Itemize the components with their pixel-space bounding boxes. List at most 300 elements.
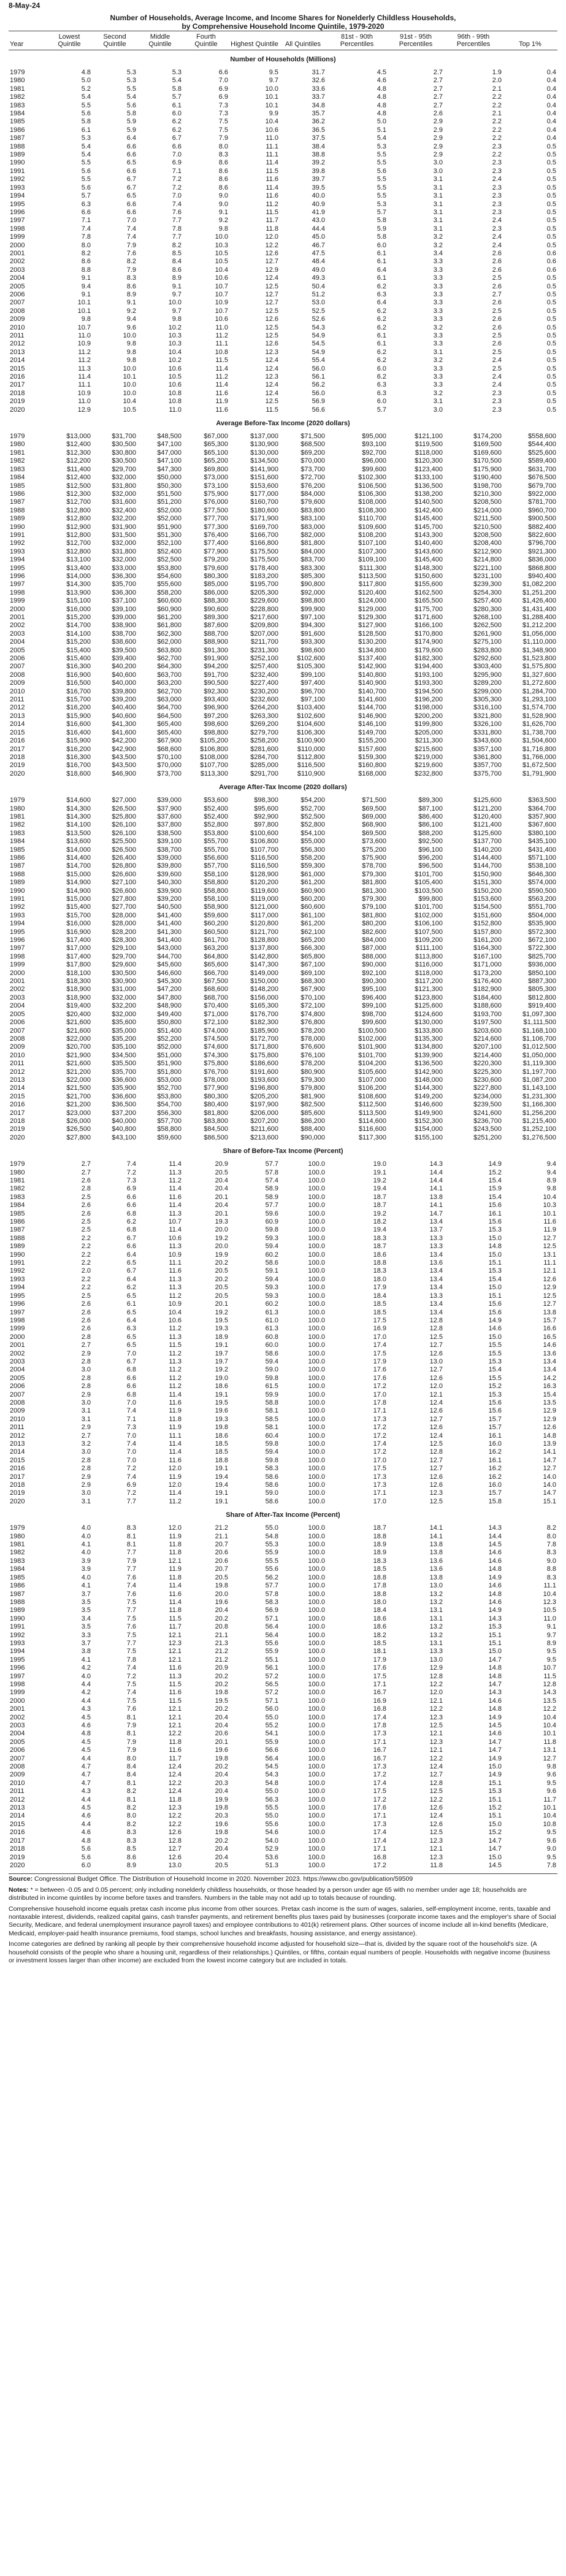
value-cell: 7.9: [126, 1722, 136, 1729]
value-cell: 4.3: [81, 1787, 91, 1795]
value-cell: 14.5: [488, 1722, 502, 1729]
value-cell: 17.4: [373, 1837, 386, 1845]
value-cell: 100.0: [308, 1432, 325, 1440]
value-cell: 2.3: [492, 389, 502, 397]
value-cell: $95,000: [362, 433, 386, 441]
value-cell: $17,800: [66, 961, 91, 969]
value-cell: $936,000: [528, 961, 556, 969]
value-cell: $14,000: [66, 846, 91, 854]
value-cell: $31,000: [112, 985, 136, 993]
value-cell: 3.3: [81, 1631, 91, 1639]
value-cell: 8.6: [218, 175, 228, 183]
value-cell: $239,500: [473, 1101, 502, 1109]
value-cell: $60,200: [204, 920, 228, 928]
value-cell: $145,400: [415, 515, 443, 523]
value-cell: $85,300: [300, 572, 325, 580]
year-cell: 2002: [10, 258, 25, 266]
value-cell: $79,300: [362, 870, 386, 878]
year-cell: 1992: [10, 1267, 25, 1275]
value-cell: 11.3: [169, 1209, 182, 1217]
value-cell: 11.4: [169, 1448, 182, 1456]
value-cell: $1,231,300: [522, 1092, 556, 1100]
year-cell: 1994: [10, 556, 25, 564]
value-cell: $67,000: [204, 433, 228, 441]
value-cell: 19.3: [215, 1325, 228, 1333]
value-cell: 6.7: [126, 1234, 136, 1242]
value-cell: 19.4: [215, 1481, 228, 1489]
table-row: [9, 1489, 557, 1497]
value-cell: $1,574,700: [522, 704, 556, 712]
value-cell: 12.5: [429, 1440, 443, 1448]
table-row: [9, 102, 557, 110]
year-cell: 1984: [10, 1201, 25, 1209]
value-cell: 20.1: [215, 1209, 228, 1217]
value-cell: 7.0: [126, 1349, 136, 1357]
year-cell: 2008: [10, 671, 25, 679]
year-cell: 1999: [10, 233, 25, 241]
value-cell: 8.6: [218, 183, 228, 191]
value-cell: 0.5: [546, 307, 556, 315]
value-cell: 11.6: [169, 1746, 182, 1754]
value-cell: $147,300: [250, 961, 278, 969]
value-cell: $74,300: [204, 1051, 228, 1059]
value-cell: 20.6: [215, 1730, 228, 1738]
value-cell: $149,200: [415, 1092, 443, 1100]
table-row: [9, 1465, 557, 1473]
table-row: [9, 1424, 557, 1432]
value-cell: $51,500: [157, 490, 182, 498]
value-cell: $116,500: [297, 762, 325, 769]
value-cell: 13.6: [543, 1349, 556, 1357]
value-cell: $61,700: [204, 936, 228, 944]
value-cell: $121,000: [250, 903, 278, 911]
value-cell: $331,800: [473, 728, 502, 736]
value-cell: 10.7: [77, 323, 91, 331]
year-cell: 2004: [10, 1002, 25, 1010]
value-cell: $107,300: [358, 547, 386, 555]
value-cell: 12.5: [429, 1829, 443, 1837]
year-cell: 1992: [10, 539, 25, 547]
value-cell: 100.0: [308, 1614, 325, 1622]
year-cell: 2002: [10, 985, 25, 993]
value-cell: $781,700: [528, 498, 556, 506]
value-cell: 10.6: [168, 364, 182, 372]
value-cell: 54.5: [265, 1763, 278, 1771]
value-cell: $157,800: [473, 928, 502, 936]
value-cell: $31,900: [112, 523, 136, 531]
year-cell: 2002: [10, 1713, 25, 1721]
value-cell: 2.6: [81, 1209, 91, 1217]
value-cell: 2.6: [433, 110, 443, 118]
table-row: [9, 903, 557, 911]
value-cell: $51,200: [157, 498, 182, 506]
value-cell: 19.1: [215, 1341, 228, 1349]
value-cell: $18,300: [66, 978, 91, 985]
value-cell: 100.0: [308, 1473, 325, 1481]
value-cell: 5.7: [377, 406, 386, 414]
value-cell: $22,000: [66, 1076, 91, 1084]
year-cell: 2003: [10, 630, 25, 638]
value-cell: 14.2: [543, 1374, 556, 1382]
value-cell: 0.5: [546, 299, 556, 307]
value-cell: 14.8: [488, 1590, 502, 1598]
table-row: [9, 1002, 557, 1010]
year-cell: 1998: [10, 225, 25, 233]
value-cell: $79,300: [362, 895, 386, 903]
value-cell: $52,400: [204, 804, 228, 812]
value-cell: $88,000: [362, 952, 386, 960]
value-cell: $73,700: [300, 465, 325, 473]
value-cell: $14,900: [66, 879, 91, 887]
value-cell: $1,426,400: [522, 597, 556, 605]
value-cell: $1,626,700: [522, 720, 556, 728]
value-cell: 10.4: [543, 1590, 556, 1598]
value-cell: $88,200: [418, 829, 443, 837]
table-row: [9, 357, 557, 364]
value-cell: $174,900: [415, 638, 443, 646]
value-cell: $380,100: [528, 829, 556, 837]
year-cell: 2017: [10, 1109, 25, 1117]
value-cell: 60.0: [265, 1341, 278, 1349]
value-cell: 12.2: [543, 1705, 556, 1713]
value-cell: $190,400: [473, 474, 502, 482]
value-cell: 15.0: [488, 1853, 502, 1861]
value-cell: 12.2: [429, 1754, 443, 1762]
table-row: [9, 1457, 557, 1465]
table-row: [9, 1681, 557, 1689]
value-cell: $40,400: [112, 704, 136, 712]
value-cell: 12.7: [429, 1415, 443, 1423]
value-cell: 19.2: [373, 1177, 386, 1184]
value-cell: 12.8: [429, 1672, 443, 1680]
value-cell: $39,000: [157, 796, 182, 804]
value-cell: $160,700: [250, 498, 278, 506]
table-row: [9, 1243, 557, 1251]
year-cell: 2004: [10, 274, 25, 282]
value-cell: $137,000: [250, 433, 278, 441]
value-cell: $214,400: [473, 1051, 502, 1059]
value-cell: 13.4: [543, 1366, 556, 1374]
table-row: [9, 729, 557, 737]
value-cell: $61,200: [300, 879, 325, 887]
value-cell: $20,400: [66, 1010, 91, 1018]
value-cell: 19.1: [215, 1497, 228, 1505]
year-cell: 1985: [10, 482, 25, 490]
table-row: [9, 1125, 557, 1133]
value-cell: 17.3: [373, 1730, 386, 1738]
value-cell: 4.5: [81, 1804, 91, 1812]
value-cell: $48,900: [157, 1002, 182, 1010]
value-cell: $27,800: [66, 1133, 91, 1141]
value-cell: 7.5: [126, 1648, 136, 1656]
value-cell: $145,400: [415, 556, 443, 564]
value-cell: 9.8: [546, 1763, 556, 1771]
value-cell: $79,600: [204, 564, 228, 572]
value-cell: $574,000: [528, 879, 556, 887]
value-cell: 14.0: [543, 1481, 556, 1489]
value-cell: 8.3: [126, 1829, 136, 1837]
year-cell: 1992: [10, 1631, 25, 1639]
table-row: [9, 466, 557, 474]
value-cell: 15.3: [488, 1390, 502, 1398]
value-cell: $188,600: [473, 1002, 502, 1010]
value-cell: 0.4: [546, 93, 556, 101]
value-cell: 16.8: [373, 1705, 386, 1713]
table-row: [9, 1027, 557, 1035]
value-cell: 15.2: [488, 1829, 502, 1837]
value-cell: 100.0: [308, 1573, 325, 1581]
value-cell: 11.7: [266, 217, 278, 225]
value-cell: 10.1: [543, 1804, 556, 1812]
table-row: [9, 523, 557, 531]
value-cell: 2.6: [492, 299, 502, 307]
value-cell: $1,050,000: [522, 1051, 556, 1059]
value-cell: 9.8: [126, 348, 136, 356]
value-cell: 56.9: [312, 398, 325, 406]
value-cell: 14.3: [488, 1689, 502, 1697]
year-cell: 2016: [10, 1101, 25, 1109]
value-cell: 11.2: [169, 1374, 182, 1382]
table-row: [9, 449, 557, 457]
value-cell: $269,200: [250, 720, 278, 728]
col-lowest-quintile: Lowest Quintile: [58, 33, 81, 48]
value-cell: 4.7: [81, 1779, 91, 1787]
value-cell: $92,700: [362, 449, 386, 457]
value-cell: 16.9: [373, 1697, 386, 1705]
value-cell: $66,300: [300, 944, 325, 952]
value-cell: 15.4: [488, 1193, 502, 1201]
year-cell: 1984: [10, 838, 25, 846]
value-cell: $1,097,300: [522, 1010, 556, 1018]
value-cell: 57.2: [265, 1672, 278, 1680]
value-cell: 18.9: [373, 1549, 386, 1557]
value-cell: 100.0: [308, 1201, 325, 1209]
value-cell: 4.8: [377, 93, 386, 101]
year-cell: 1982: [10, 821, 25, 829]
value-cell: $1,110,000: [522, 638, 556, 646]
value-cell: 15.3: [488, 1623, 502, 1631]
value-cell: $37,100: [112, 597, 136, 605]
data-table: [9, 31, 557, 1870]
value-cell: $175,500: [250, 556, 278, 564]
value-cell: $111,100: [415, 944, 443, 952]
year-cell: 2001: [10, 978, 25, 985]
value-cell: $86,400: [418, 812, 443, 820]
value-cell: $194,400: [415, 663, 443, 671]
value-cell: $208,400: [473, 539, 502, 547]
year-cell: 1981: [10, 1541, 25, 1549]
value-cell: 7.4: [126, 1582, 136, 1590]
value-cell: 9.0: [546, 1557, 556, 1565]
value-cell: $128,500: [358, 630, 386, 638]
value-cell: 13.3: [429, 1648, 443, 1656]
value-cell: $17,400: [66, 952, 91, 960]
value-cell: 11.6: [169, 1689, 182, 1697]
year-cell: 2011: [10, 696, 25, 704]
value-cell: $1,212,200: [522, 622, 556, 630]
value-cell: 15.3: [488, 1787, 502, 1795]
value-cell: 15.4: [543, 1390, 556, 1398]
value-cell: $45,600: [157, 961, 182, 969]
value-cell: 14.7: [488, 1746, 502, 1754]
value-cell: $29,700: [112, 465, 136, 473]
value-cell: 8.9: [546, 1639, 556, 1647]
value-cell: $141,900: [250, 465, 278, 473]
table-row: [9, 143, 557, 151]
value-cell: $106,500: [358, 482, 386, 490]
value-cell: 10.9: [215, 299, 228, 307]
value-cell: 56.2: [265, 1573, 278, 1581]
value-cell: $176,400: [473, 978, 502, 985]
value-cell: $21,600: [66, 1027, 91, 1035]
value-cell: 2.2: [81, 1243, 91, 1251]
value-cell: 10.0: [123, 332, 136, 339]
value-cell: 100.0: [308, 1582, 325, 1590]
table-row: [9, 457, 557, 465]
year-cell: 1995: [10, 1292, 25, 1300]
value-cell: $229,600: [250, 597, 278, 605]
value-cell: 55.5: [265, 1804, 278, 1812]
value-cell: 2.2: [81, 1259, 91, 1267]
value-cell: $52,500: [157, 556, 182, 564]
value-cell: 100.0: [308, 1218, 325, 1226]
table-row: [9, 630, 557, 638]
value-cell: 14.7: [543, 1456, 556, 1464]
value-cell: $39,200: [112, 696, 136, 704]
value-cell: 20.4: [215, 1606, 228, 1614]
value-cell: 58.1: [265, 1407, 278, 1415]
value-cell: $39,900: [157, 887, 182, 895]
value-cell: 12.5: [429, 1497, 443, 1505]
value-cell: 6.4: [126, 1275, 136, 1283]
value-cell: 17.3: [373, 1820, 386, 1828]
value-cell: $70,100: [157, 753, 182, 761]
value-cell: 100.0: [308, 1415, 325, 1423]
value-cell: 5.6: [81, 110, 91, 118]
value-cell: 0.5: [546, 315, 556, 323]
value-cell: 5.4: [81, 93, 91, 101]
value-cell: 8.1: [126, 1713, 136, 1721]
value-cell: 100.0: [308, 1648, 325, 1656]
value-cell: 10.6: [265, 126, 278, 134]
value-cell: 11.0: [215, 323, 228, 331]
value-cell: $69,500: [362, 804, 386, 812]
value-cell: 100.0: [308, 1374, 325, 1382]
value-cell: 17.4: [373, 1341, 386, 1349]
value-cell: 52.9: [265, 1845, 278, 1853]
value-cell: 8.1: [126, 1730, 136, 1738]
value-cell: $544,400: [528, 441, 556, 449]
value-cell: 17.1: [373, 1489, 386, 1497]
value-cell: $54,700: [157, 1101, 182, 1109]
value-cell: 7.8: [126, 1656, 136, 1664]
value-cell: 11.3: [169, 1168, 182, 1176]
value-cell: 12.1: [429, 1390, 443, 1398]
value-cell: $182,900: [473, 985, 502, 993]
value-cell: 60.9: [265, 1218, 278, 1226]
value-cell: $12,400: [66, 441, 91, 449]
value-cell: $52,800: [204, 821, 228, 829]
value-cell: 11.8: [169, 1606, 182, 1614]
value-cell: $316,100: [473, 704, 502, 712]
value-cell: 6.1: [377, 274, 386, 282]
value-cell: $104,600: [297, 720, 325, 728]
value-cell: $207,200: [250, 1117, 278, 1125]
value-cell: 5.0: [81, 77, 91, 85]
value-cell: $26,400: [112, 854, 136, 862]
year-cell: 2000: [10, 1333, 25, 1341]
value-cell: $90,000: [300, 1133, 325, 1141]
value-cell: 18.4: [373, 1292, 386, 1300]
value-cell: $79,600: [300, 498, 325, 506]
value-cell: 100.0: [308, 1333, 325, 1341]
value-cell: 9.1: [81, 274, 91, 282]
value-cell: $92,900: [254, 812, 278, 820]
value-cell: $28,000: [112, 920, 136, 928]
table-row: [9, 1640, 557, 1648]
value-cell: $64,500: [157, 712, 182, 720]
value-cell: 12.4: [265, 274, 278, 282]
value-cell: 13.2: [429, 1598, 443, 1606]
value-cell: 7.6: [172, 208, 182, 216]
value-cell: 8.6: [218, 167, 228, 175]
value-cell: 5.3: [81, 134, 91, 142]
table-row: [9, 565, 557, 573]
year-cell: 2001: [10, 1341, 25, 1349]
value-cell: 19.4: [215, 1473, 228, 1481]
section-title: Number of Households (Millions): [230, 56, 336, 63]
value-cell: 58.6: [265, 1349, 278, 1357]
value-cell: 2.5: [81, 1218, 91, 1226]
value-cell: 15.1: [488, 1639, 502, 1647]
value-cell: $15,900: [66, 737, 91, 745]
value-cell: $65,200: [204, 457, 228, 465]
value-cell: $40,800: [112, 1125, 136, 1133]
table-row: [9, 920, 557, 928]
value-cell: 3.2: [81, 1440, 91, 1448]
value-cell: 11.2: [169, 1292, 182, 1300]
value-cell: $27,100: [112, 879, 136, 887]
value-cell: $142,800: [250, 952, 278, 960]
table-row: [9, 1524, 557, 1532]
value-cell: 56.3: [265, 1795, 278, 1803]
value-cell: 57.2: [265, 1689, 278, 1697]
value-cell: 56.4: [265, 1754, 278, 1762]
value-cell: 5.6: [126, 101, 136, 109]
year-cell: 1984: [10, 110, 25, 118]
value-cell: 38.4: [312, 142, 325, 150]
value-cell: $52,000: [157, 506, 182, 514]
value-cell: 10.9: [77, 389, 91, 397]
value-cell: 4.8: [81, 69, 91, 76]
table-row: [9, 1052, 557, 1060]
table-row: [9, 1309, 557, 1317]
value-cell: 5.4: [81, 142, 91, 150]
value-cell: $15,000: [66, 870, 91, 878]
value-cell: 100.0: [308, 1565, 325, 1573]
table-row: [9, 192, 557, 200]
value-cell: 11.2: [169, 1349, 182, 1357]
value-cell: $108,000: [358, 498, 386, 506]
value-cell: 15.1: [488, 1259, 502, 1267]
year-cell: 2005: [10, 1010, 25, 1018]
value-cell: $31,600: [112, 498, 136, 506]
value-cell: 12.0: [168, 1465, 182, 1473]
value-cell: $722,300: [528, 944, 556, 952]
value-cell: 59.3: [265, 1284, 278, 1292]
value-cell: 5.8: [126, 110, 136, 118]
value-cell: 11.0: [78, 398, 91, 406]
